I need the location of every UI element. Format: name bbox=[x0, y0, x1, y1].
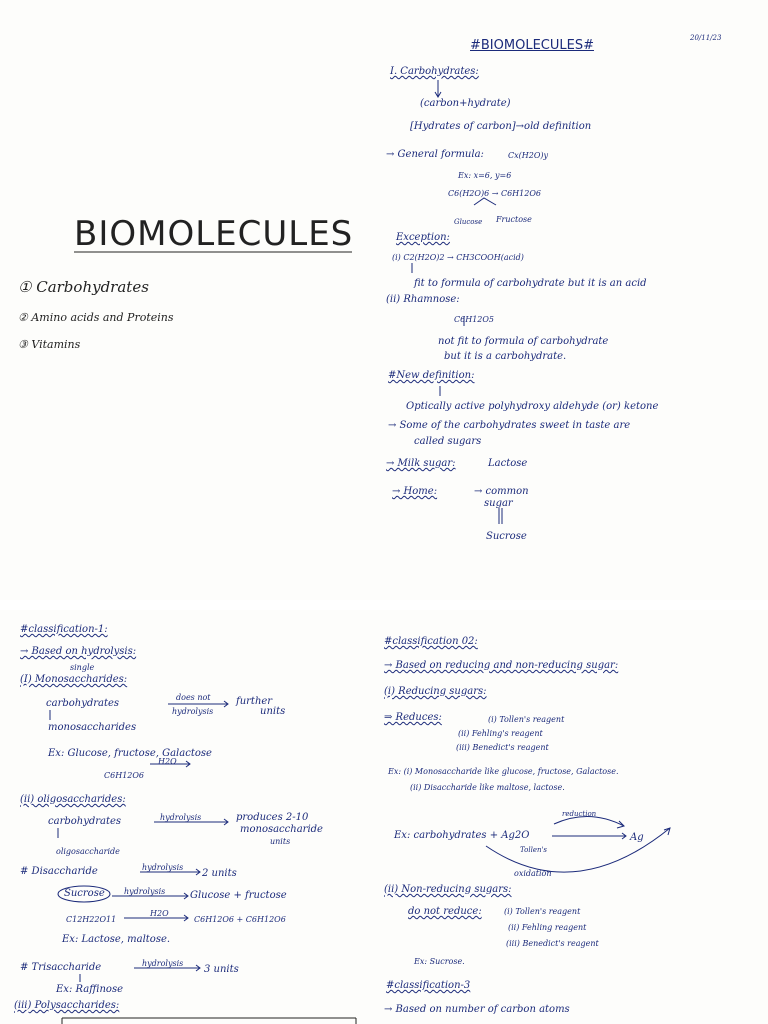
h2o-label: H2O bbox=[158, 757, 177, 766]
oxidation-label: oxidation bbox=[514, 869, 552, 878]
fructose-label: Fructose bbox=[496, 215, 532, 224]
not-reduce-label: do not reduce: bbox=[408, 906, 482, 917]
notes-page-carbohydrates bbox=[384, 0, 768, 600]
reducing-example-2: (ii) Disaccharide like maltose, lactose. bbox=[410, 783, 565, 792]
disaccharide-h2o-label: H2O bbox=[150, 909, 169, 918]
reducing-example-1: Ex: (i) Monosaccharide like glucose, fructose, Galactose. bbox=[388, 767, 619, 776]
exception-heading: Exception: bbox=[396, 232, 450, 243]
exception-1-note: fit to formula of carbohydrate but it is an acid bbox=[414, 278, 647, 289]
units-text: units bbox=[260, 706, 286, 717]
topic-item-3: ③ Vitamins bbox=[18, 338, 81, 351]
silver-product: Ag bbox=[630, 832, 644, 843]
not-reduce-reagent-3: (iii) Benedict's reagent bbox=[506, 939, 599, 948]
sweet-sugars-line-2: called sugars bbox=[414, 436, 482, 447]
home-sugar-text: sugar bbox=[484, 498, 513, 509]
old-definition-text: [Hydrates of carbon]→old definition bbox=[410, 121, 592, 132]
not-reduce-reagent-2: (ii) Fehling reagent bbox=[508, 923, 587, 932]
raffinose-example: Ex: Raffinose bbox=[56, 984, 124, 995]
glucose-label: Glucose bbox=[454, 218, 483, 226]
non-reducing-example: Ex: Sucrose. bbox=[414, 957, 465, 966]
sucrose-hydrolysis-label: hydrolysis bbox=[124, 887, 166, 896]
carbohydrates-text: carbohydrates bbox=[46, 698, 120, 709]
notes-page-classification-1 bbox=[0, 610, 384, 1024]
single-label: single bbox=[70, 663, 95, 672]
exception-1: (i) C2(H2O)2 → CH3COOH(acid) bbox=[392, 253, 524, 262]
three-units-text: 3 units bbox=[204, 964, 239, 975]
new-definition-text: Optically active polyhydroxy aldehyde (or) ketone bbox=[406, 401, 659, 412]
reducing-sugars-heading: (i) Reducing sugars: bbox=[384, 686, 487, 697]
carbohydrates-heading: I. Carbohydrates: bbox=[390, 66, 479, 77]
page-gap bbox=[0, 600, 768, 610]
exception-2-note-1: not fit to formula of carbohydrate bbox=[438, 336, 609, 347]
milk-sugar-label: → Milk sugar: bbox=[386, 458, 456, 469]
classification-2-heading: #classification 02: bbox=[384, 636, 478, 647]
disaccharide-products: C6H12O6 + C6H12O6 bbox=[194, 915, 286, 924]
oligo-units-text: units bbox=[270, 837, 291, 846]
reduction-label: reduction bbox=[562, 810, 597, 818]
oligosaccharide-text: oligosaccharide bbox=[56, 847, 120, 856]
home-common-text: → common bbox=[474, 486, 529, 497]
monosaccharide-formula: C6H12O6 bbox=[104, 771, 145, 780]
does-not-label: does not bbox=[176, 693, 211, 702]
reduces-reagent-2: (ii) Fehling's reagent bbox=[458, 729, 543, 738]
reduces-label: ⇒ Reduces: bbox=[384, 712, 442, 723]
general-formula-label: → General formula: bbox=[386, 149, 484, 160]
monosaccharide-examples: Ex: Glucose, fructose, Galactose bbox=[48, 748, 212, 759]
oligosaccharides-heading: (ii) oligosaccharides: bbox=[20, 794, 126, 805]
polysaccharides-heading: (iii) Polysaccharides: bbox=[14, 1000, 120, 1011]
classification-1-heading: #classification-1: bbox=[20, 624, 108, 635]
title-underline bbox=[0, 0, 384, 600]
monosaccharide-units-text: monosaccharide bbox=[240, 824, 323, 835]
oligo-hydrolysis-label: hydrolysis bbox=[160, 813, 202, 822]
disaccharide-examples: Ex: Lactose, maltose. bbox=[62, 934, 171, 945]
further-text: further bbox=[236, 696, 273, 707]
notes-page-classification-2 bbox=[384, 610, 768, 1024]
topic-item-1: ① Carbohydrates bbox=[18, 278, 149, 296]
page-title: BIOMOLECULES bbox=[74, 214, 354, 254]
based-on-hydrolysis: → Based on hydrolysis: bbox=[20, 646, 137, 657]
two-units-text: 2 units bbox=[202, 868, 237, 879]
carbon-hydrate-text: (carbon+hydrate) bbox=[420, 98, 511, 109]
reduces-reagent-1: (i) Tollen's reagent bbox=[488, 715, 565, 724]
section-header: #BIOMOLECULES# bbox=[470, 38, 594, 53]
home-sugar-label: → Home: bbox=[392, 486, 438, 497]
sucrose-circled: Sucrose bbox=[64, 888, 105, 899]
glucose-fructose-text: Glucose + fructose bbox=[190, 890, 287, 901]
exception-2-note-2: but it is a carbohydrate. bbox=[444, 351, 567, 362]
reduces-reagent-3: (iii) Benedict's reagent bbox=[456, 743, 549, 752]
non-reducing-heading: (ii) Non-reducing sugars: bbox=[384, 884, 512, 895]
milk-sugar-value: Lactose bbox=[488, 458, 528, 469]
new-definition-heading: #New definition: bbox=[388, 370, 475, 381]
trisaccharide-heading: # Trisaccharide bbox=[20, 962, 102, 973]
disaccharide-heading: # Disaccharide bbox=[20, 866, 98, 877]
produces-text: produces 2-10 bbox=[236, 812, 309, 823]
disaccharide-hydrolysis-label: hydrolysis bbox=[142, 863, 184, 872]
hydrolysis-label: hydrolysis bbox=[172, 707, 214, 716]
formula-example-2: C6(H2O)6 → C6H12O6 bbox=[448, 189, 541, 198]
page-date: 20/11/23 bbox=[690, 34, 722, 42]
not-reduce-reagent-1: (i) Tollen's reagent bbox=[504, 907, 581, 916]
sucrose-text: Sucrose bbox=[486, 531, 527, 542]
sweet-sugars-line-1: → Some of the carbohydrates sweet in taste are bbox=[388, 420, 631, 431]
formula-example-1: Ex: x=6, y=6 bbox=[458, 171, 512, 180]
reducing-basis-text: → Based on reducing and non-reducing sugar: bbox=[384, 660, 619, 671]
oligo-carbohydrates-text: carbohydrates bbox=[48, 816, 122, 827]
monosaccharides-text: monosaccharides bbox=[48, 722, 137, 733]
monosaccharides-heading: (I) Monosaccharides: bbox=[20, 674, 128, 685]
rhamnose-formula: C6H12O5 bbox=[454, 315, 495, 324]
general-formula: Cx(H2O)y bbox=[508, 151, 549, 160]
classification-3-text: → Based on number of carbon atoms bbox=[384, 1004, 570, 1015]
exception-2: (ii) Rhamnose: bbox=[386, 294, 460, 305]
topic-item-2: ② Amino acids and Proteins bbox=[18, 311, 174, 324]
disaccharide-formula: C12H22O11 bbox=[66, 915, 117, 924]
trisaccharide-hydrolysis-label: hydrolysis bbox=[142, 959, 184, 968]
tollens-label: Tollen's bbox=[520, 846, 547, 854]
notes-page-title bbox=[0, 0, 384, 600]
tollens-reaction: Ex: carbohydrates + Ag2O bbox=[394, 830, 530, 841]
classification-3-heading: #classification-3 bbox=[386, 980, 471, 991]
